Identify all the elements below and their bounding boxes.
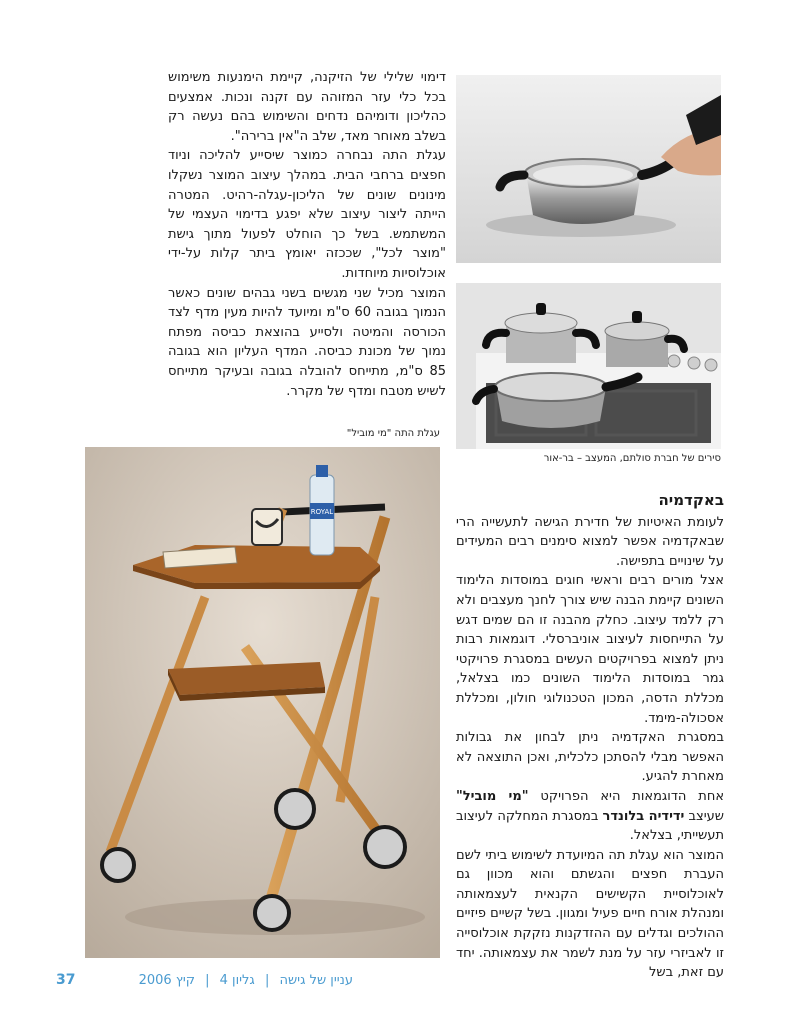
pots-photo-caption: סירים של חברת סולתם, המעצב – בר-אור bbox=[543, 453, 721, 464]
section-heading: באקדמיה bbox=[658, 491, 724, 509]
page-footer bbox=[56, 973, 356, 988]
text-run: במסגרת המחלקה לעיצוב תעשייתי, בצלאל. bbox=[455, 808, 724, 844]
paragraph: המוצר מכיל שני מגשים בשני גבהים שונים כאשר הנמוך בגובה 60 ס"מ ומיועד להיות מעין מדף לצד הכורסה והמיטה ולסייע בהוצאת כביסה מפתח נמוך של מכונת כביסה. המדף העליון הוא בגובה 85 ס"מ, מתייחס להובלה בגובה ובעיקר מתייחס לשיש מטבח ומדף של מקרר. bbox=[168, 285, 446, 399]
top-column-text bbox=[168, 68, 446, 401]
designer-name: ידידיה בלונדר bbox=[602, 808, 685, 824]
issue-season: קיץ 2006 bbox=[138, 973, 195, 988]
paragraph: במסגרת האקדמיה ניתן לבחון את גבולות האפשר מבלי להסתכן כלכלית, ואכן התוצאה לא מאחרת להגיע. bbox=[456, 730, 724, 785]
footer-separator: | bbox=[264, 973, 270, 988]
issue-number: גליון 4 bbox=[219, 973, 255, 988]
text-run: אחת הדוגמאות היא הפרויקט bbox=[528, 788, 725, 804]
project-name: "מי מוביל" bbox=[456, 788, 529, 804]
frying-pan-photo bbox=[456, 75, 721, 263]
paragraph: דימוי שלילי של הזיקנה, קיימת הימנעות משימוש בכל כלי עזר המזוהה עם זקנה ונכות. אמצעים כהליכון ודומיהם נדחים והשימוש בהם נעשה רק בשלב מאוחר מאד, שלב ה"אין ברירה". bbox=[168, 70, 446, 144]
pots-on-stove-photo bbox=[456, 283, 721, 449]
academy-column-text bbox=[456, 491, 724, 983]
cart-photo-caption: עגלת התה "מי מוביל" bbox=[346, 428, 440, 439]
paragraph: המוצר הוא עגלת תה המיועדת לשימוש ביתי לשם העברת חפצים והגשתם והוא מכוון גם לאוכלוסיית הקשישים הקנאית לעצמאותה ומנהלת אורח חיים פעיל ומגוון. בשל קשיים פיזיים ההולכים וגדלים עם ההזדקנות נזקקת אוכלוסייה זו לאביזרי עזר על מנת לשמר את עצמאותה. יחד עם זאת, בשל bbox=[456, 847, 724, 981]
bottle-label: ROYAL bbox=[310, 508, 334, 516]
text-run: שעיצב bbox=[684, 808, 724, 824]
paragraph: אצל מורים רבים וראשי חוגים במוסדות הלימוד השונים קיימת הבנה שיש צורך לחנך מעצבים ולא רק ללמד עיצוב. כחלק מהבנה זו הם שמים דגש על התייחסות לעיצוב אוניברסלי. דוגמאות רבות ניתן למצוא בפרויקטים העשים במסגרת פרויקטי גמר במוסדות הלימוד השונים כמו בצלאל, מכללת הדסה, המכון הטכנולוגי חולון, ומכללת אסכולה-מימד. bbox=[456, 573, 724, 726]
paragraph bbox=[456, 787, 724, 846]
magazine-name: עניין של גישה bbox=[279, 973, 353, 988]
paragraph: לעומת האיטיות של חדירת הגישה לתעשייה הרי שבאקדמיה אפשר למצוא סימנים רבים המעידים על שינויים בתפישה. bbox=[456, 514, 724, 569]
tea-cart-photo bbox=[85, 447, 440, 958]
footer-separator: | bbox=[205, 973, 210, 988]
paragraph: עגלת התה נבחרה כמוצר שיסייע להליכה וניוד חפצים ברחבי הבית. במהלך עיצוב המוצר נשקלו מינונים שונים של הליכון-עגלה-רהיט. המטרה הייתה ליצור עיצוב שלא יפגע בדימוי העצמי של המשתמש. בשל כך הוחלט לפעול מתוך גישת "מוצר לכל", שככזה יאומץ ביתר קלות על-ידי אוכלוסיות מיוחדות. bbox=[168, 148, 446, 281]
page-number: 37 bbox=[56, 972, 76, 988]
